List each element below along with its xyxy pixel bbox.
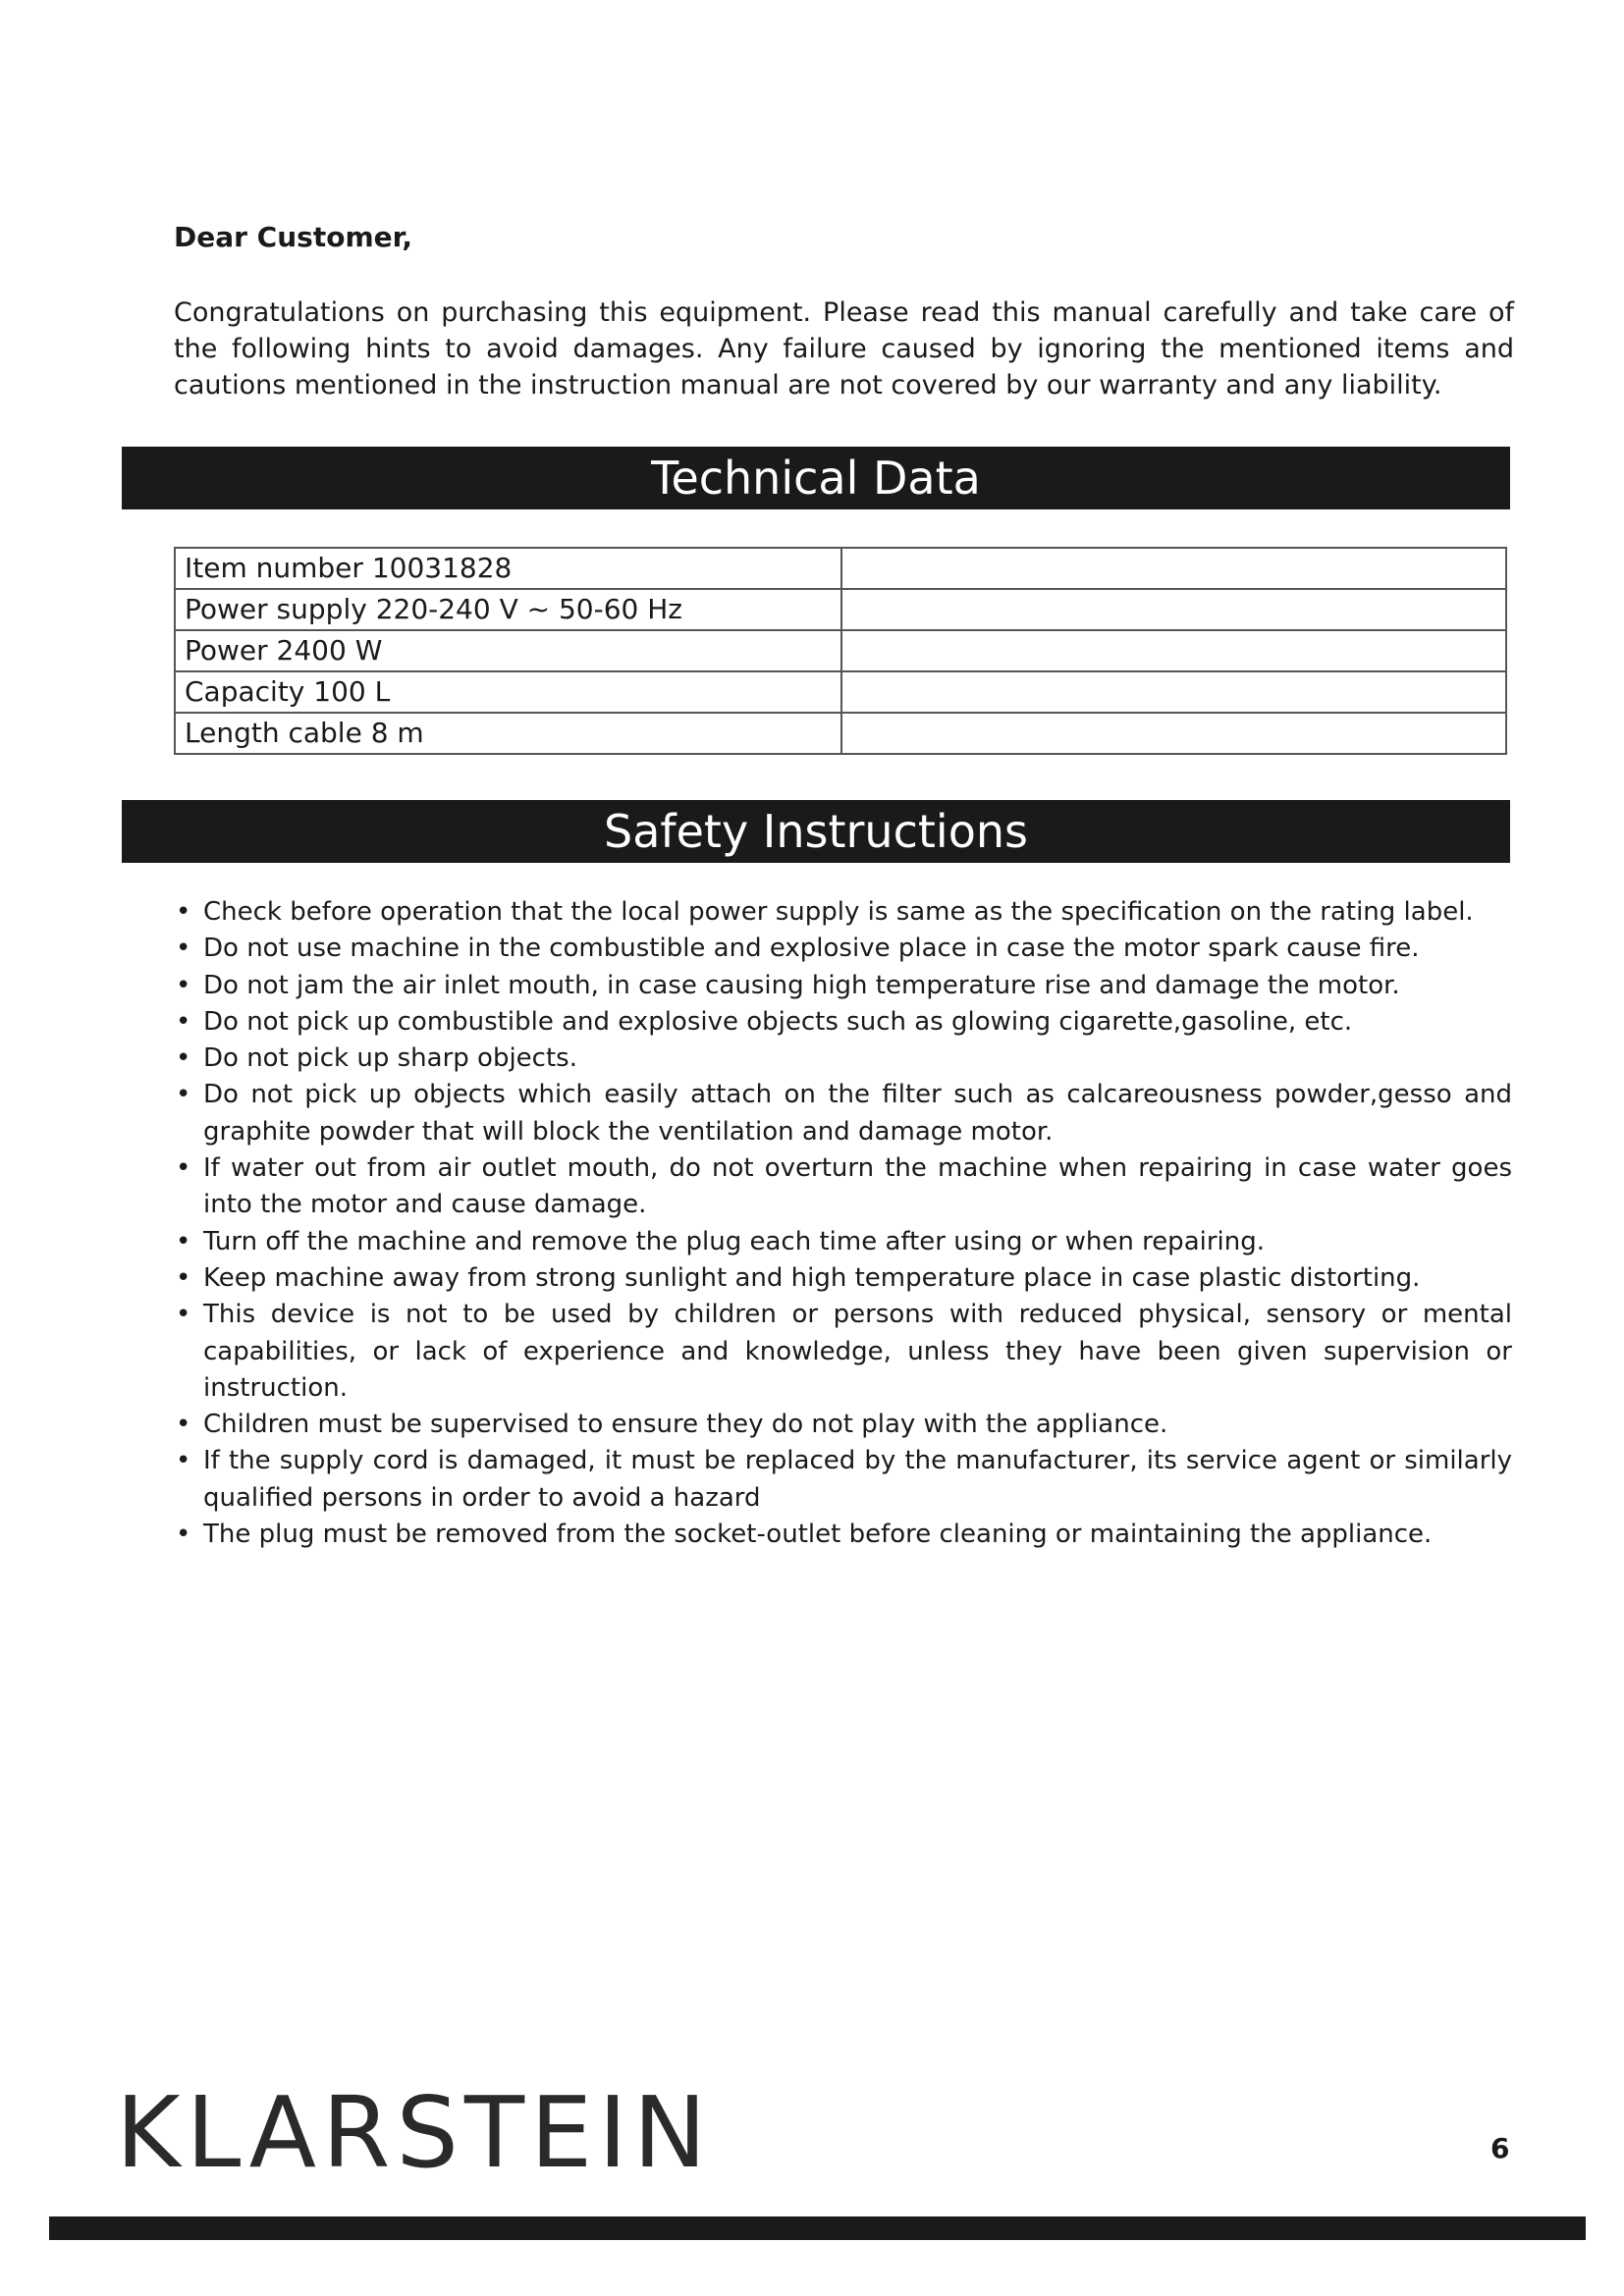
list-item <box>174 931 1512 967</box>
spec-label: Item number 10031828 <box>175 548 841 589</box>
spec-label: Length cable 8 m <box>175 713 841 754</box>
technical-data-heading: Technical Data <box>122 447 1510 509</box>
list-item-text: Keep machine away from strong sunlight and high temperature place in case plastic distorting. <box>203 1262 1421 1293</box>
table-row <box>175 713 1506 754</box>
list-item-text: Check before operation that the local power supply is same as the specification on the rating label. <box>203 897 1474 927</box>
list-item-text: Do not jam the air inlet mouth, in case causing high temperature rise and damage the motor. <box>203 970 1400 1000</box>
bullet-icon: • <box>176 1043 191 1074</box>
list-item-text: Do not pick up objects which easily attach on the filter such as calcareousness powder,gesso and graphite powder that will block the ventilation and damage motor. <box>203 1080 1512 1147</box>
list-item <box>174 1260 1512 1297</box>
table-row <box>175 630 1506 671</box>
spec-label: Power supply 220-240 V ~ 50-60 Hz <box>175 589 841 630</box>
page-number: 6 <box>1490 2132 1510 2164</box>
list-item <box>174 1297 1512 1407</box>
list-item <box>174 1150 1512 1224</box>
bullet-icon: • <box>176 1300 191 1330</box>
list-item <box>174 1224 1512 1260</box>
list-item <box>174 894 1512 931</box>
intro-paragraph: Congratulations on purchasing this equipment. Please read this manual carefully and take care of the following hints to avoid damages. Any failure caused by ignoring the mentioned items and cautions mentioned in the instruction manual are not covered by our warranty and any liability. <box>174 297 1514 400</box>
spec-value <box>841 548 1506 589</box>
list-item-text: This device is not to be used by children or persons with reduced physical, sensory or mental capabilities, or lack of experience and knowledge, unless they have been given supervision or instruction. <box>203 1300 1512 1403</box>
list-item-text: The plug must be removed from the socket-outlet before cleaning or maintaining the appliance. <box>203 1520 1433 1550</box>
list-item <box>174 1407 1512 1443</box>
table-row <box>175 548 1506 589</box>
bullet-icon: • <box>176 934 191 964</box>
list-item-text: If water out from air outlet mouth, do not overturn the machine when repairing in case water goes into the motor and cause damage. <box>203 1153 1512 1220</box>
spec-label: Power 2400 W <box>175 630 841 671</box>
bullet-icon: • <box>176 1446 191 1476</box>
spec-value <box>841 713 1506 754</box>
bullet-icon: • <box>176 1006 191 1037</box>
spec-value <box>841 671 1506 713</box>
bullet-icon: • <box>176 1262 191 1293</box>
list-item <box>174 968 1512 1004</box>
list-item-text: Turn off the machine and remove the plug each time after using or when repairing. <box>203 1226 1266 1256</box>
list-item-text: If the supply cord is damaged, it must be replaced by the manufacturer, its service agent or similarly qualified persons in order to avoid a hazard <box>203 1446 1512 1513</box>
list-item <box>174 1443 1512 1517</box>
greeting: Dear Customer, <box>174 221 412 253</box>
brand-logo: KLARSTEIN <box>116 2075 713 2190</box>
bullet-icon: • <box>176 1080 191 1110</box>
bullet-icon: • <box>176 1226 191 1256</box>
spec-value <box>841 630 1506 671</box>
spec-value <box>841 589 1506 630</box>
list-item <box>174 1517 1512 1553</box>
bullet-icon: • <box>176 897 191 927</box>
list-item <box>174 1004 1512 1041</box>
table-row <box>175 589 1506 630</box>
list-item <box>174 1041 1512 1077</box>
table-row <box>175 671 1506 713</box>
bullet-icon: • <box>176 1520 191 1550</box>
list-item-text: Do not pick up combustible and explosive objects such as glowing cigarette,gasoline, etc. <box>203 1006 1353 1037</box>
bullet-icon: • <box>176 970 191 1000</box>
bullet-icon: • <box>176 1410 191 1440</box>
list-item-text: Children must be supervised to ensure they do not play with the appliance. <box>203 1410 1168 1440</box>
list-item-text: Do not use machine in the combustible and explosive place in case the motor spark cause fire. <box>203 934 1420 964</box>
list-item-text: Do not pick up sharp objects. <box>203 1043 577 1074</box>
list-item <box>174 1077 1512 1150</box>
footer-bar <box>49 2216 1586 2240</box>
bullet-icon: • <box>176 1153 191 1184</box>
safety-instructions-heading: Safety Instructions <box>122 800 1510 863</box>
technical-data-table <box>174 547 1507 755</box>
spec-label: Capacity 100 L <box>175 671 841 713</box>
safety-instructions-list <box>174 894 1512 1553</box>
